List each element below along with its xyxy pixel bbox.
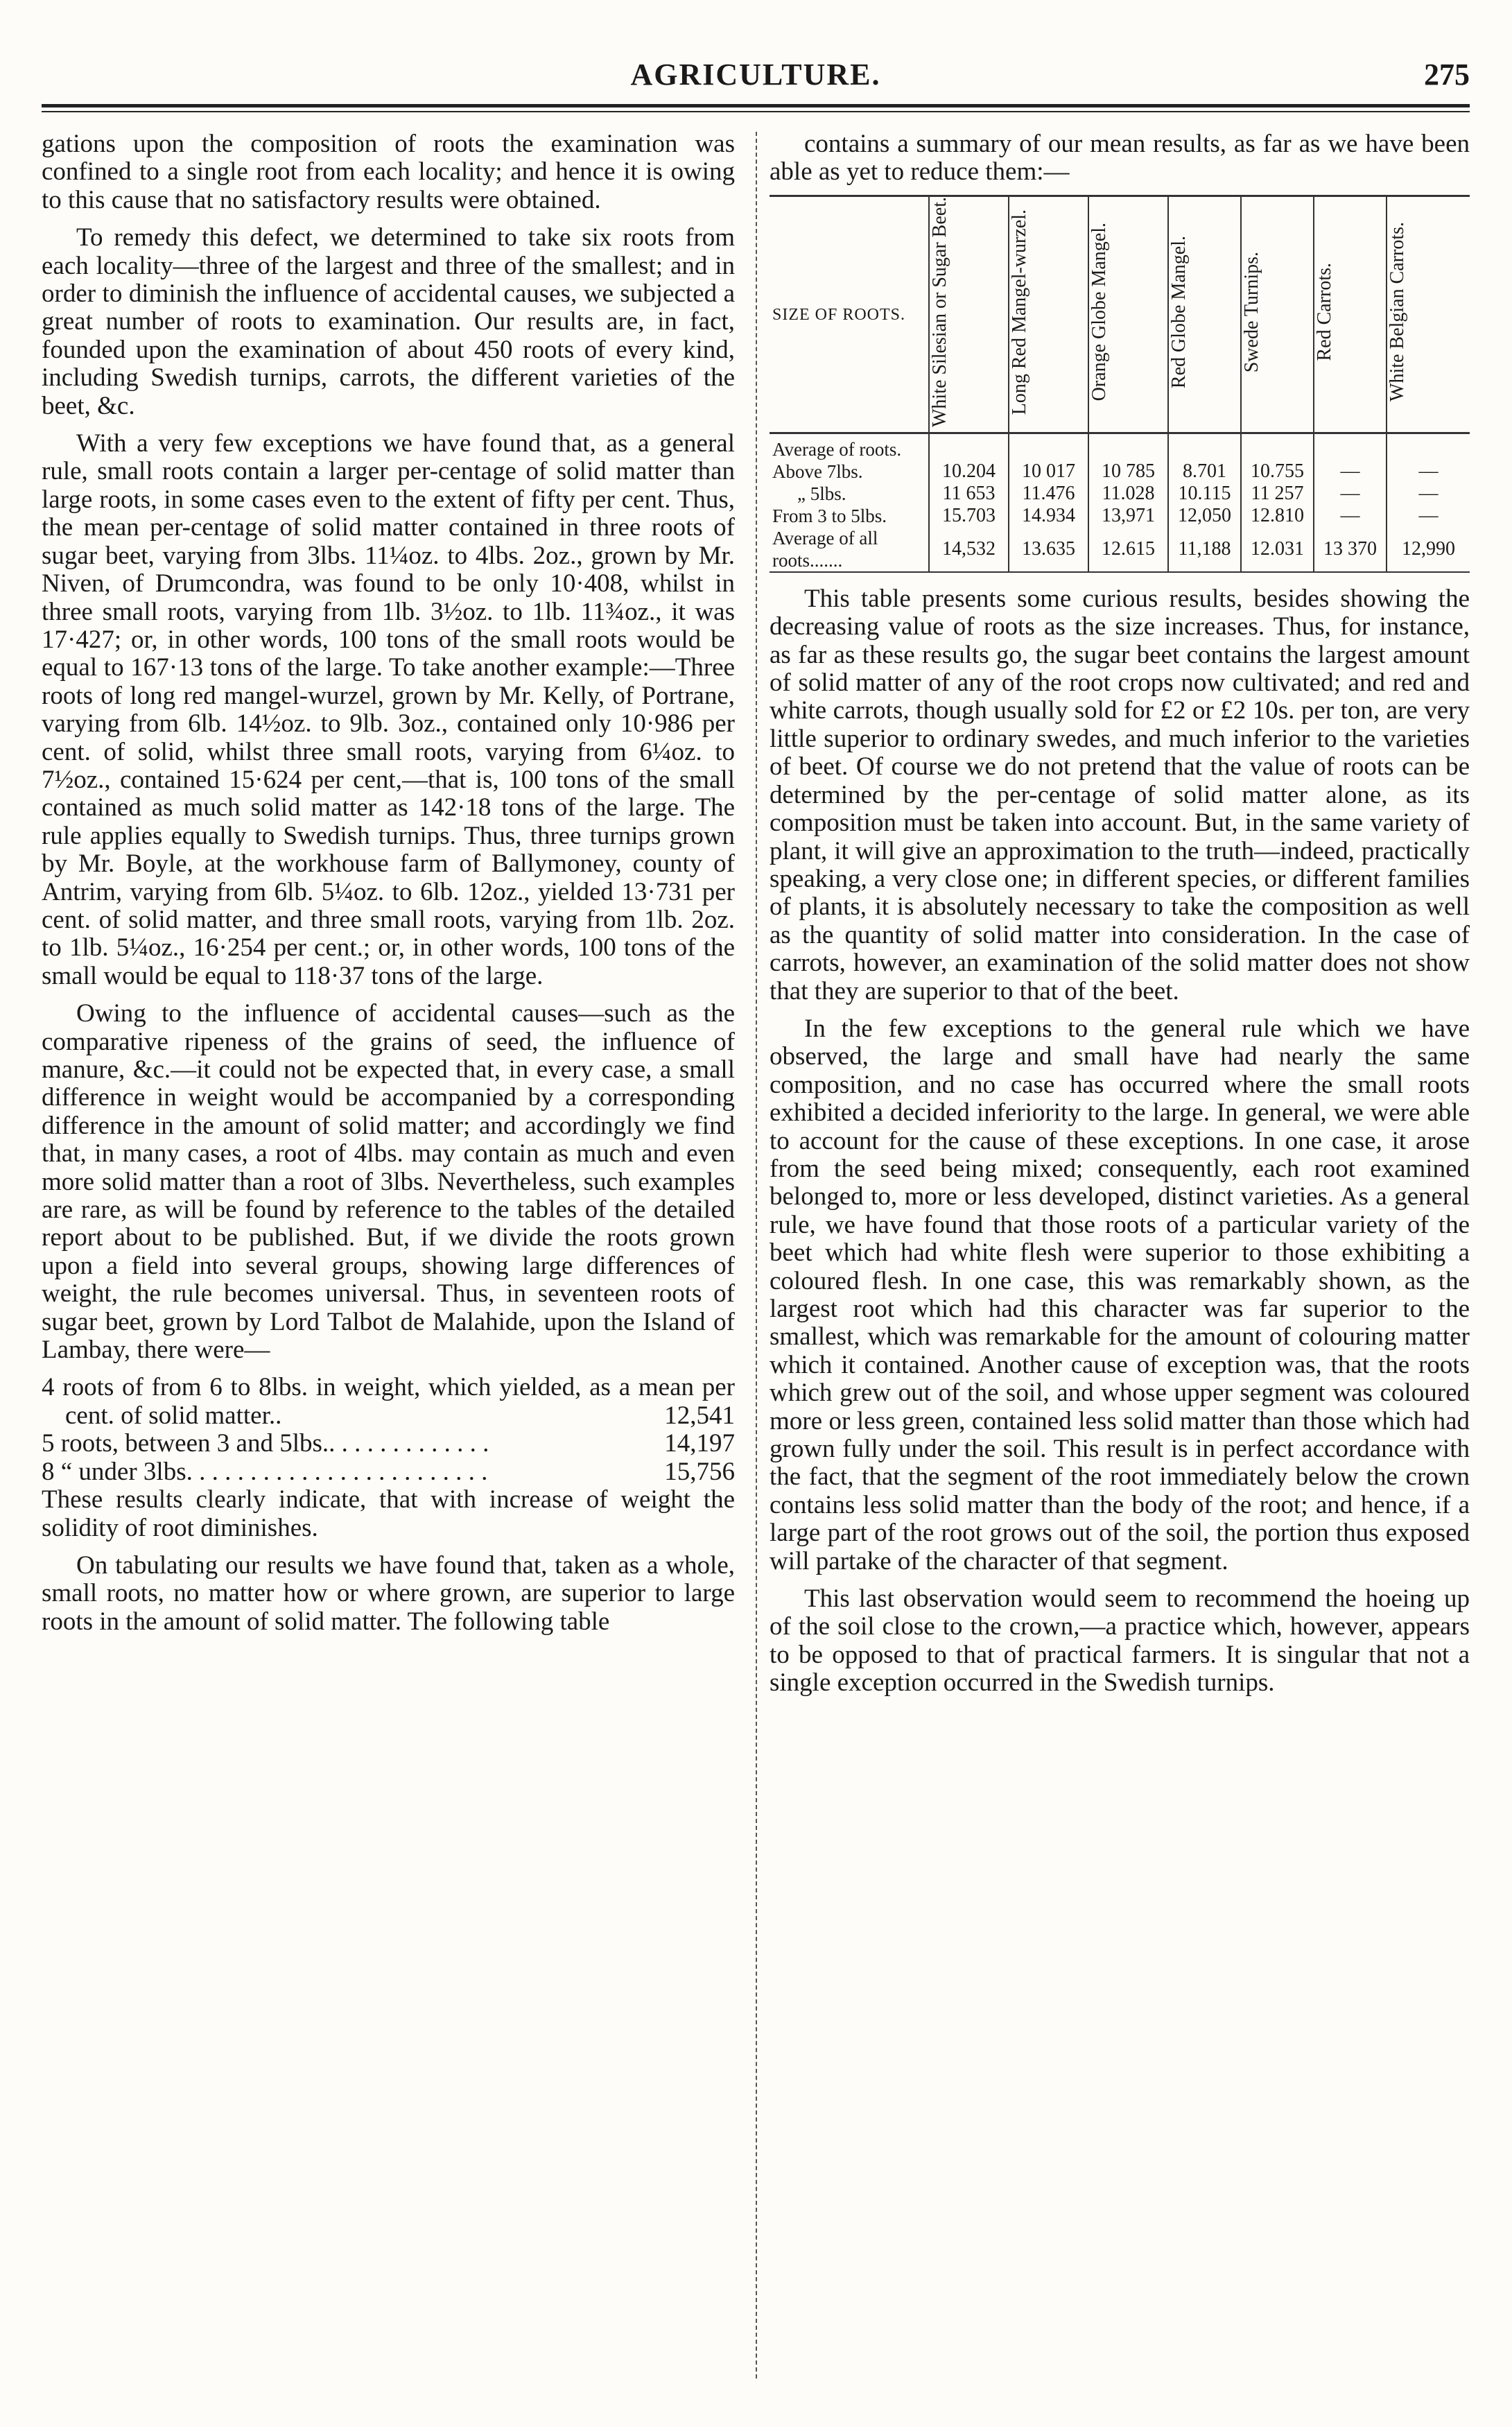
table-cell: [1009, 438, 1088, 460]
table-cell: 11.476: [1009, 483, 1088, 505]
running-head: AGRICULTURE.: [630, 58, 881, 92]
table-row: [770, 438, 1470, 460]
page-number: 275: [1424, 58, 1470, 92]
table-cell: 10.755: [1241, 460, 1314, 483]
table-cell: 12.615: [1088, 527, 1168, 572]
table-cell: [1387, 438, 1470, 460]
table-row: [770, 483, 1470, 505]
roots-table: [770, 195, 1470, 573]
table-cell: [1314, 438, 1387, 460]
table-cell: 10 017: [1009, 460, 1088, 483]
paragraph: This table presents some curious results, besides showing the decreasing value of roots as the size increases. Thus, for instance, as far as these results go, the sugar beet contains the largest amount of solid matter of any of the root crops now cultivated; and red and white carrots, though usually sold for £2 or £2 10s. per ton, are very little superior to ordinary swedes, and much inferior to the varieties of beet. Of course we do not pretend that the value of roots can be determined by the per-centage of solid matter alone, as its composition must be taken into account. But, in the same variety of plant, it will give an approximation to the truth—indeed, practically speaking, a very close one; in different species, or different families of plants, it is absolutely necessary to take the composition as well as the quantity of solid matter into consideration. In the case of carrots, however, an examination of the solid matter does not show that they are superior to that of the beet.: [770, 584, 1470, 1005]
paragraph: On tabulating our results we have found that, taken as a whole, small roots, no matter how or where grown, are superior to large roots in the amount of solid matter. The following table: [42, 1551, 735, 1636]
table-cell: —: [1314, 483, 1387, 505]
table-cell: 13.635: [1009, 527, 1088, 572]
table-cell: 11.028: [1088, 483, 1168, 505]
column-header: SIZE OF ROOTS.: [770, 196, 929, 433]
column-header: Swede Turnips.: [1241, 196, 1314, 433]
column-header: Long Red Mangel-wurzel.: [1009, 196, 1088, 433]
list-item: 5 roots, between 3 and 5lbs.. . . . . . . . . . . . . 14,197: [42, 1430, 735, 1458]
roots-table-wrap: [770, 195, 1470, 573]
table-cell: —: [1387, 483, 1470, 505]
right-column: [770, 130, 1470, 1698]
table-cell: 11,188: [1168, 527, 1241, 572]
paragraph: Owing to the influence of accidental causes—such as the comparative ripeness of the grains of seed, the influence of manure, &c.—it could not be expected that, in every case, a small difference in weight would be accompanied by a corresponding difference in the amount of solid matter; and accordingly we find that, in many cases, a root of 4lbs. may contain as much and even more solid matter than a root of 3lbs. Nevertheless, such examples are rare, as will be found by reference to the tables of the detailed report about to be published. But, if we divide the roots grown upon a field into several groups, showing large differences of weight, the rule becomes universal. Thus, in seventeen roots of sugar beet, grown by Lord Talbot de Malahide, upon the Island of Lambay, there were—: [42, 999, 735, 1365]
column-header: Red Carrots.: [1314, 196, 1387, 433]
table-cell: 11 653: [929, 483, 1009, 505]
column-header: White Belgian Carrots.: [1387, 196, 1470, 433]
paragraph: With a very few exceptions we have found that, as a general rule, small roots contain a larger per-centage of solid matter than large roots, in some cases even to the extent of fifty per cent. Thus, the mean per-centage of solid matter contained in three roots of sugar beet, varying from 3lbs. 11¼oz. to 4lbs. 2oz., grown by Mr. Niven, of Drumcondra, was found to be only 10·408, whilst in three small roots, varying from 1lb. 3½oz. to 1lb. 11¾oz., it was 17·427; or, in other words, 100 tons of the small roots would be equal to 167·13 tons of the large. To take another example:—Three roots of long red mangel-wurzel, grown by Mr. Kelly, of Portrane, varying from 6lb. 14½oz. to 9lb. 3oz., contained only 10·986 per cent. of solid, whilst three small roots, varying from 6¼oz. to 7½oz., contained 15·624 per cent,—that is, 100 tons of the small contained as much solid matter as 142·18 tons of the large. The rule applies equally to Swedish turnips. Thus, three turnips grown by Mr. Boyle, at the workhouse farm of Ballymoney, county of Antrim, varying from 6lb. 5¼oz. to 6lb. 12oz., yielded 13·731 per cent. of solid matter, and three small roots, varying from 1lb. 2oz. to 1lb. 5¼oz., 16·254 per cent.; or, in other words, 100 tons of the small would be equal to 118·37 tons of the large.: [42, 429, 735, 990]
column-header: Red Globe Mangel.: [1168, 196, 1241, 433]
table-cell: 13,971: [1088, 505, 1168, 527]
table-cell: —: [1314, 460, 1387, 483]
paragraph: contains a summary of our mean results, as far as we have been able as yet to reduce them:—: [770, 130, 1470, 187]
row-label: Above 7lbs.: [772, 460, 863, 482]
yield-list: [42, 1374, 735, 1486]
column-header: White Silesian or Sugar Beet.: [929, 196, 1009, 433]
table-cell: 15.703: [929, 505, 1009, 527]
table-cell: —: [1314, 505, 1387, 527]
column-divider: [756, 132, 757, 2378]
table-cell: 10.115: [1168, 483, 1241, 505]
table-cell: 14.934: [1009, 505, 1088, 527]
table-cell: 13 370: [1314, 527, 1387, 572]
table-row: [770, 527, 1470, 572]
table-cell: —: [1387, 505, 1470, 527]
table-cell: 14,532: [929, 527, 1009, 572]
header-rule-thick: [42, 104, 1470, 107]
paragraph: gations upon the composition of roots the examination was confined to a single root from each locality; and hence it is owing to this cause that no satisfactory results were obtained.: [42, 130, 735, 214]
paragraph: This last observation would seem to recommend the hoeing up of the soil close to the crown,—a practice which, however, appears to be opposed to that of practical farmers. It is singular that not a single exception occurred in the Swedish turnips.: [770, 1584, 1470, 1698]
table-cell: 12.810: [1241, 505, 1314, 527]
table-header-row: [770, 196, 1470, 433]
left-column: [42, 130, 735, 1636]
table-cell: 10 785: [1088, 460, 1168, 483]
row-label: Average of all roots.......: [770, 527, 929, 572]
table-cell: 8.701: [1168, 460, 1241, 483]
row-label: „ 5lbs.: [797, 483, 846, 504]
paragraph: These results clearly indicate, that with increase of weight the solidity of root diminishes.: [42, 1485, 735, 1542]
list-item: 8 “ under 3lbs. . . . . . . . . . . . . . . . . . . . . . . . 15,756: [42, 1458, 735, 1486]
paragraph: In the few exceptions to the general rule which we have observed, the large and small have had nearly the same composition, and no case has occurred where the small roots exhibited a decided inferiority to the large. In general, we were able to account for the cause of these exceptions. In one case, it arose from the seed being mixed; consequently, each root examined belonged to, more or less developed, distinct varieties. As a general rule, we have found that those roots of a particular variety of the beet which had white flesh were superior to those exhibiting a coloured flesh. In one case, this was remarkably shown, as the largest root which had this character was far superior to the smallest, which was remarkable for the amount of colouring matter which it contained. Another cause of exception was, that the roots which grew out of the soil, and whose upper segment was coloured more or less green, contained less solid matter than those which had grown fully under the soil. This result is in perfect accordance with the fact, that the segment of the root immediately below the crown contains less solid matter than the body of the root; and hence, if a large part of the root grows out of the soil, the portion thus exposed will partake of the character of that segment.: [770, 1014, 1470, 1575]
table-cell: 11 257: [1241, 483, 1314, 505]
table-cell: 10.204: [929, 460, 1009, 483]
table-cell: —: [1387, 460, 1470, 483]
row-label: From 3 to 5lbs.: [772, 505, 887, 526]
table-cell: [1241, 438, 1314, 460]
table-cell: [1088, 438, 1168, 460]
table-cell: [929, 438, 1009, 460]
table-cell: [1168, 438, 1241, 460]
page-header: [42, 57, 1470, 105]
table-cell: 12.031: [1241, 527, 1314, 572]
list-item: 4 roots of from 6 to 8lbs. in weight, which yielded, as a mean per cent. of solid matter.. 12,541: [42, 1373, 735, 1430]
column-header: Orange Globe Mangel.: [1088, 196, 1168, 433]
row-label: Average of roots.: [772, 438, 902, 460]
table-row: [770, 505, 1470, 527]
table-cell: 12,990: [1387, 527, 1470, 572]
table-row: [770, 460, 1470, 483]
header-rule-thin: [42, 111, 1470, 112]
table-cell: 12,050: [1168, 505, 1241, 527]
paragraph: To remedy this defect, we determined to take six roots from each locality—three of the largest and three of the smallest; and in order to diminish the influence of accidental causes, we subjected a great number of roots to examination. Our results are, in fact, founded upon the examination of about 450 roots of every kind, including Swedish turnips, carrots, the different varieties of the beet, &c.: [42, 223, 735, 420]
